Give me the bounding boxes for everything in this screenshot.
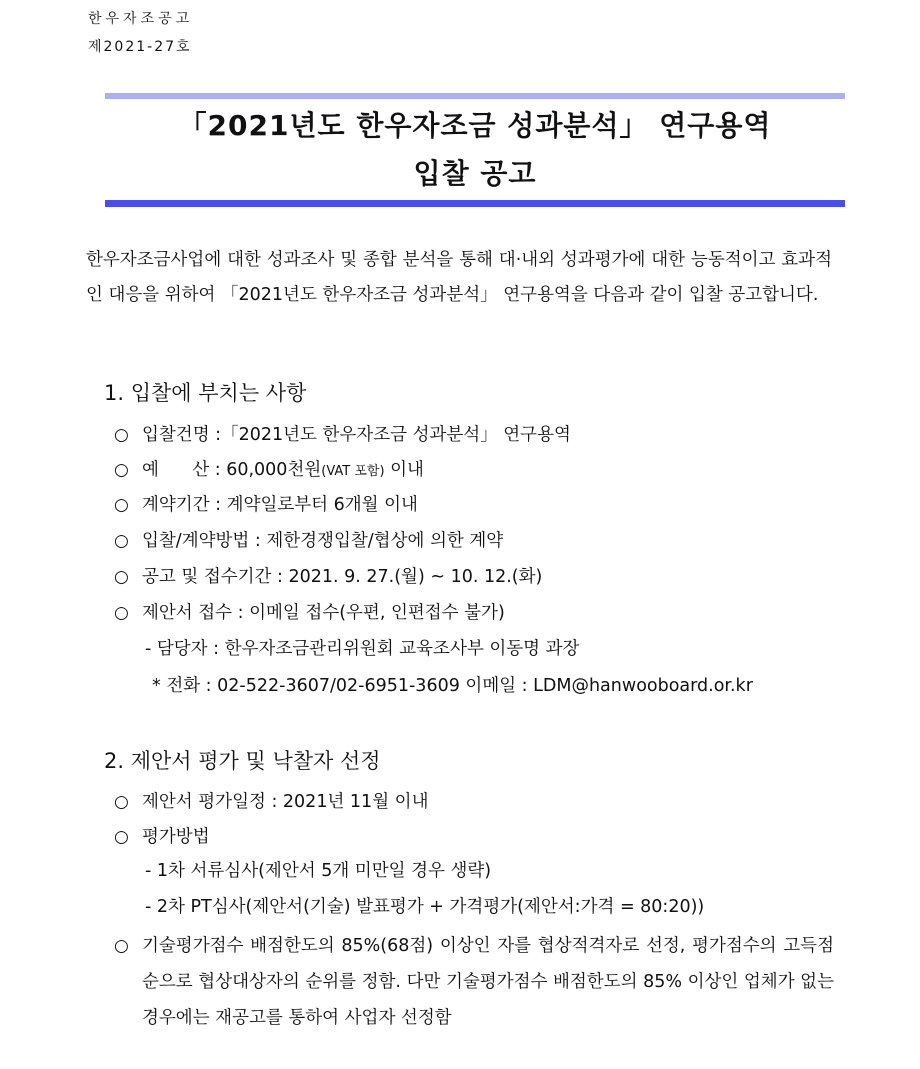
circle-bullet-icon: ○ [114,936,129,956]
item-text: 평가방법 [142,827,210,847]
item-text: 제안서 접수 : 이메일 접수(우편, 인편접수 불가) [142,603,505,623]
item-text: 계약기간 : 계약일로부터 6개월 이내 [142,495,418,515]
circle-bullet-icon: ○ [114,792,129,812]
section2-heading: 2. 제안서 평가 및 낙찰자 선정 [104,749,381,773]
circle-bullet-icon: ○ [114,425,129,445]
section1-heading: 1. 입찰에 부치는 사항 [104,381,307,405]
item-submission [114,599,505,624]
item-text: 예 산 : 60,000천원 [142,460,322,480]
circle-bullet-icon: ○ [114,495,129,515]
item-budget [114,456,424,481]
item-text: 공고 및 접수기간 : 2021. 9. 27.(월) ~ 10. 12.(화) [142,567,543,587]
intro-paragraph: 한우자조금사업에 대한 성과조사 및 종합 분석을 통해 대·내외 성과평가에 대한 능동적이고 효과적인 대응을 위하여 「2021년도 한우자조금 성과분석」 연구용역을 다음과 같이 입찰 공고합니다. [86,250,832,305]
contact-phone-email: * 전화 : 02-522-3607/02-6951-3609 이메일 : LDM@hanwooboard.or.kr [152,676,753,696]
eval-step-1: - 1차 서류심사(제안서 5개 미만일 경우 생략) [145,861,492,881]
item-bid-name [114,421,571,446]
title-top-bar [105,93,845,99]
contact-person: - 담당자 : 한우자조금관리위원회 교육조사부 이동명 과장 [145,639,580,659]
circle-bullet-icon: ○ [114,460,129,480]
item-contract-method [114,527,503,552]
selection-criteria-text: 기술평가점수 배점한도의 85%(68점) 이상인 자를 협상적격자로 선정, 평가점수의 고득점 순으로 협상대상자의 순위를 정함. 다만 기술평가점수 배점한도의 85% 이상인 업체가 없는 경우에는 재공고를 통하여 사업자 선정함 [142,936,834,1028]
item-notice-period [114,563,542,588]
notice-number: 제2021-27호 [88,39,192,55]
circle-bullet-icon: ○ [114,827,129,847]
item-contract-period [114,491,418,516]
page-subtitle: 입찰 공고 [413,157,537,190]
item-text: 제안서 평가일정 : 2021년 11월 이내 [142,792,429,812]
item-text: 입찰건명 :「2021년도 한우자조금 성과분석」 연구용역 [142,425,571,445]
circle-bullet-icon: ○ [114,603,129,623]
item-text-suffix: 이내 [384,460,424,480]
title-bottom-bar [105,200,845,207]
eval-step-2: - 2차 PT심사(제안서(기술) 발표평가 + 가격평가(제안서:가격 = 80:20)) [145,897,705,917]
item-eval-method [114,823,210,848]
org-code: 한우자조공고 [88,11,194,27]
vat-note: (VAT 포함) [321,464,385,479]
circle-bullet-icon: ○ [114,567,129,587]
item-text: 입찰/계약방법 : 제한경쟁입찰/협상에 의한 계약 [142,531,504,551]
circle-bullet-icon: ○ [114,531,129,551]
page-title: 「2021년도 한우자조금 성과분석」 연구용역 [178,109,772,142]
selection-criteria [114,928,834,1036]
item-eval-schedule [114,788,428,813]
